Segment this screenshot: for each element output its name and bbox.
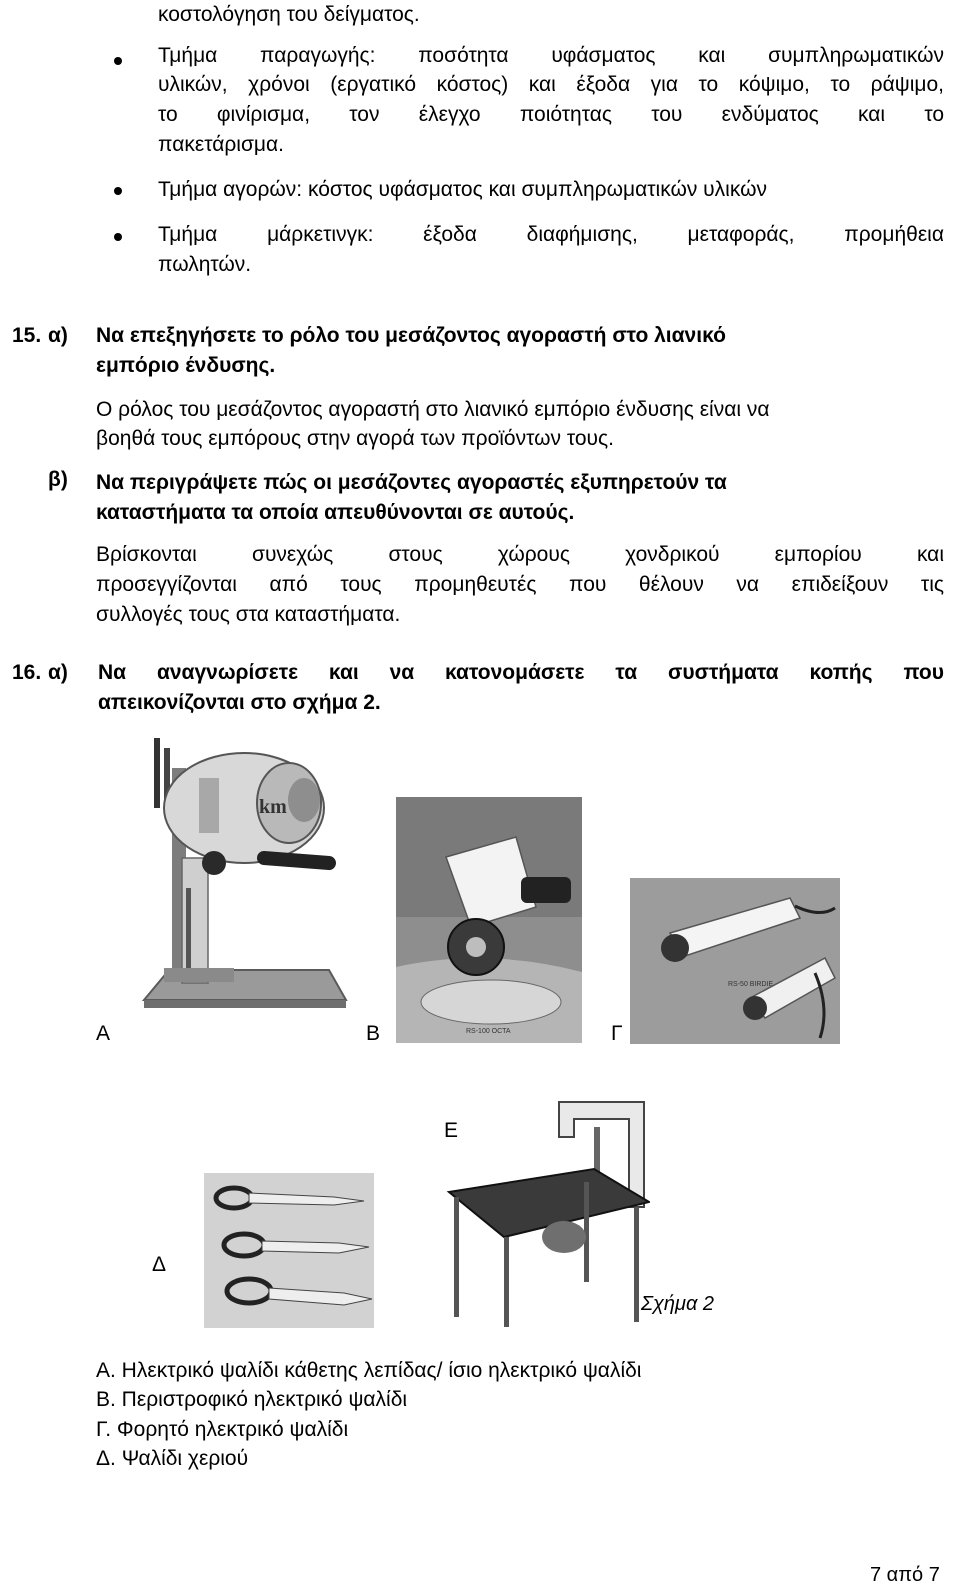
figure-caption: Σχήμα 2 bbox=[641, 1293, 715, 1315]
q15-b-marker: β) bbox=[48, 468, 68, 491]
brand-logo-text: km bbox=[259, 796, 287, 818]
answer-line-d: Δ. Ψαλίδι χεριού bbox=[96, 1447, 249, 1470]
answer-line-b: Β. Περιστροφικό ηλεκτρικό ψαλίδι bbox=[96, 1388, 408, 1411]
photo-hand-scissors bbox=[204, 1173, 374, 1328]
answer-line-a: Α. Ηλεκτρικό ψαλίδι κάθετης λεπίδας/ ίσιο ηλεκτρικό ψαλίδι bbox=[96, 1359, 642, 1382]
q16-a-question-line-2: απεικονίζονται στο σχήμα 2. bbox=[98, 691, 381, 714]
q15-b-question-line-2: καταστήματα τα οποία απευθύνονται σε αυτούς. bbox=[96, 501, 575, 524]
bullet-3-line-2: πωλητών. bbox=[158, 253, 252, 276]
q15-a-answer-line-2: βοηθά τους εμπόρους στην αγορά των προϊόντων τους. bbox=[96, 427, 614, 450]
bullet-2-line-1: Τμήμα αγορών: κόστος υφάσματος και συμπληρωματικών υλικών bbox=[158, 178, 767, 201]
q16-a-question-line-1: Να αναγνωρίσετε και να κατονομάσετε τα συστήματα κοπής που bbox=[98, 661, 944, 684]
q15-a-question-line-2: εμπόριο ένδυσης. bbox=[96, 354, 276, 377]
q15-a-question-line-1: Να επεξηγήσετε το ρόλο του μεσάζοντος αγοραστή στο λιανικό bbox=[96, 324, 726, 347]
page-number: 7 από 7 bbox=[870, 1564, 940, 1586]
answer-line-c: Γ. Φορητό ηλεκτρικό ψαλίδι bbox=[96, 1418, 349, 1441]
bullet-1-line-4: πακετάρισμα. bbox=[158, 133, 284, 156]
photo-portable-cutters bbox=[630, 878, 840, 1044]
figure-label-d: Δ bbox=[152, 1253, 167, 1276]
q15-a-answer-line-1: Ο ρόλος του μεσάζοντος αγοραστή στο λιανικό εμπόριο ένδυσης είναι να bbox=[96, 398, 770, 421]
rotary-cutter-model-text: RS-100 OCTA bbox=[466, 1028, 511, 1035]
figure-label-c: Γ bbox=[611, 1022, 623, 1045]
figure-label-e: Ε bbox=[444, 1119, 459, 1142]
photo-rotary-cutter bbox=[396, 797, 582, 1043]
bullet-1-line-1: Τμήμα παραγωγής: ποσότητα υφάσματος και συμπληρωματικών bbox=[158, 44, 944, 67]
figure-label-a: Α bbox=[96, 1022, 111, 1045]
portable-cutter-model-text: RS-50 BIRDIE bbox=[728, 981, 774, 988]
q15-b-question-line-1: Να περιγράψετε πώς οι μεσάζοντες αγοραστές εξυπηρετούν τα bbox=[96, 471, 727, 494]
q15-number: 15. bbox=[12, 324, 42, 347]
figure-label-b: Β bbox=[366, 1022, 381, 1045]
bullet-marker bbox=[114, 57, 122, 65]
bullet-1-line-3: το φινίρισμα, τον έλεγχο ποιότητας του ενδύματος και το bbox=[158, 103, 944, 126]
continuation-line: κοστολόγηση του δείγματος. bbox=[158, 3, 420, 26]
bullet-marker bbox=[114, 187, 122, 195]
bullet-3-line-1: Τμήμα μάρκετινγκ: έξοδα διαφήμισης, μεταφοράς, προμήθεια bbox=[158, 223, 944, 246]
q15-b-answer-line-3: συλλογές τους στα καταστήματα. bbox=[96, 603, 401, 626]
q15-a-marker: α) bbox=[48, 324, 68, 347]
q15-b-answer-line-1: Βρίσκονται συνεχώς στους χώρους χονδρικού εμπορίου και bbox=[96, 543, 944, 566]
photo-vertical-blade-cutter bbox=[124, 738, 354, 1023]
bullet-marker bbox=[114, 233, 122, 241]
q15-b-answer-line-2: προσεγγίζονται από τους προμηθευτές που θέλουν να επιδείξουν τις bbox=[96, 573, 944, 596]
bullet-1-line-2: υλικών, χρόνοι (εργατικό κόστος) και έξοδα για το κόψιμο, το ράψιμο, bbox=[158, 73, 944, 96]
q16-number: 16. bbox=[12, 661, 42, 684]
photo-band-knife bbox=[444, 1097, 650, 1332]
q16-a-marker: α) bbox=[48, 661, 68, 684]
